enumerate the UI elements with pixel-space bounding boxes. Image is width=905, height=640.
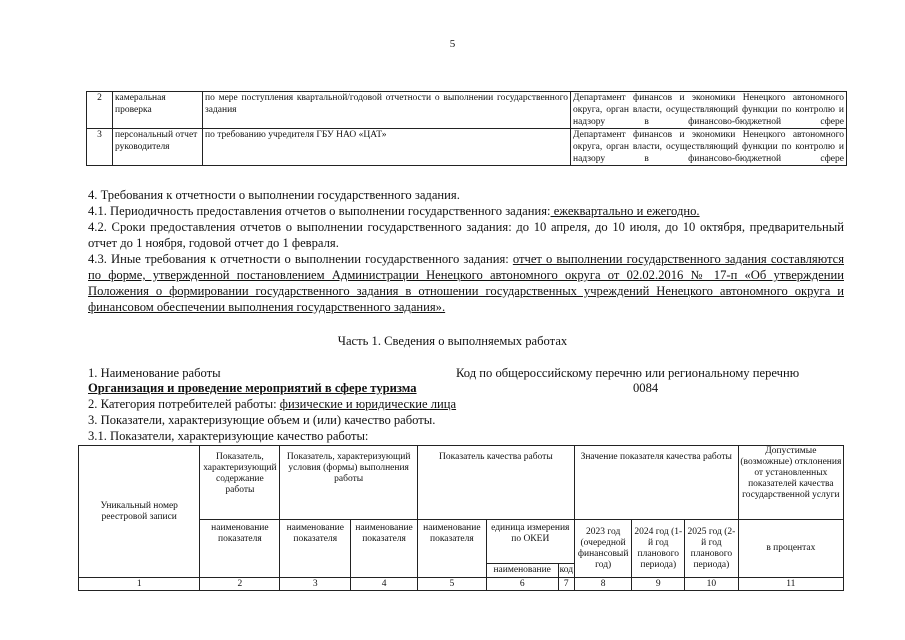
section-4-1-value: ежеквартально и ежегодно. (550, 204, 700, 218)
page-number: 5 (449, 38, 456, 50)
section-4-1 (88, 203, 844, 219)
consumer-category-value: физические и юридические лица (279, 397, 457, 411)
subheader-name: наименование показателя (280, 520, 351, 578)
control-authority: Департамент финансов и экономики Ненецкого автономного округа, орган власти, осуществляющий функции по контролю и надзору в финансово-бюджетной сфере (571, 92, 847, 129)
column-number: 6 (486, 578, 558, 591)
section-4-heading: 4. Требования к отчетности о выполнении государственного задания. (88, 188, 460, 202)
column-number: 5 (417, 578, 486, 591)
header-quality: Показатель качества работы (417, 446, 574, 520)
section-4-3-label: 4.3. Иные требования к отчетности о выполнении государственного задания: (88, 252, 509, 266)
header-deviation: Допустимые (возможные) отклонения от установленных показателей качества государственной услуги (738, 446, 843, 520)
subheader-name: наименование показателя (417, 520, 486, 578)
control-authority: Департамент финансов и экономики Ненецкого автономного округа, орган власти, осуществляющий функции по контролю и надзору в финансово-бюджетной сфере (571, 129, 847, 166)
header-registry: Уникальный номер реестровой записи (79, 446, 200, 578)
subheader-unit-name: наименование (486, 564, 558, 578)
header-conditions: Показатель, характеризующий условия (формы) выполнения работы (280, 446, 418, 520)
column-number: 3 (280, 578, 351, 591)
header-row (79, 446, 844, 520)
column-numbers-row (79, 578, 844, 591)
work-name-row (88, 366, 844, 381)
column-number: 8 (574, 578, 632, 591)
section-4-3 (88, 251, 844, 315)
section-4-3-value: отчет о выполнении государственного задания составляются по форме, утвержденной постановлением Администрации Ненецкого автономного округа от 02.02.2016 № 17-п «Об утверждении Положения о формировании государственного задания в отношении государственных учреждений Ненецкого автономного округа и финансовом обеспечении выполнения государственного задания». (88, 252, 845, 314)
header-content: Показатель, характеризующий содержание работы (200, 446, 280, 520)
subheader-unit: единица измерения по ОКЕИ (486, 520, 574, 564)
column-number: 4 (351, 578, 418, 591)
work-name-value: Организация и проведение мероприятий в сфере туризма (88, 381, 417, 395)
work-name-value-row (88, 381, 844, 396)
column-number: 9 (632, 578, 685, 591)
quality-indicators-table (78, 445, 844, 591)
consumer-category (88, 397, 844, 412)
header-values: Значение показателя качества работы (574, 446, 738, 520)
reporting-control-table (86, 91, 847, 166)
column-number: 1 (79, 578, 200, 591)
subheader-name: наименование показателя (200, 520, 280, 578)
consumer-category-label: 2. Категория потребителей работы: (88, 397, 277, 411)
section-4-1-label: 4.1. Периодичность предоставления отчетов о выполнении государственного задания: (88, 204, 551, 218)
year-2023: 2023 год (очередной финансовый год) (574, 520, 632, 578)
column-number: 7 (558, 578, 574, 591)
column-number: 11 (738, 578, 843, 591)
registry-code-value: 0084 (633, 381, 659, 395)
work-name-label: 1. Наименование работы (88, 366, 221, 380)
row-number: 2 (87, 92, 113, 129)
table-row (87, 92, 847, 129)
subheader-name: наименование показателя (351, 520, 418, 578)
table-row (87, 129, 847, 166)
row-number: 3 (87, 129, 113, 166)
indicators-heading: 3. Показатели, характеризующие объем и (или) качество работы. (88, 413, 436, 427)
control-frequency: по мере поступления квартальной/годовой отчетности о выполнении государственного задания (203, 92, 571, 129)
subheader-percent: в процентах (738, 520, 843, 578)
column-number: 2 (200, 578, 280, 591)
part-title: Часть 1. Сведения о выполняемых работах (337, 334, 568, 348)
registry-code-label: Код по общероссийскому перечню или региональному перечню (456, 366, 800, 380)
year-2025: 2025 год (2-й год планового периода) (685, 520, 739, 578)
section-4-2: 4.2. Сроки предоставления отчетов о выполнении государственного задания: до 10 апреля, до 10 июля, до 10 октября, предварительный отчет до 1 ноября, годовой отчет до 1 февраля. (88, 220, 844, 250)
reporting-requirements (88, 187, 844, 315)
control-form: персональный отчет руководителя (113, 129, 203, 166)
column-number: 10 (685, 578, 739, 591)
control-frequency: по требованию учредителя ГБУ НАО «ЦАТ» (203, 129, 571, 166)
subheader-unit-code: код (558, 564, 574, 578)
quality-indicators-heading: 3.1. Показатели, характеризующие качество работы: (88, 429, 369, 443)
control-form: камеральная проверка (113, 92, 203, 129)
year-2024: 2024 год (1-й год планового периода) (632, 520, 685, 578)
